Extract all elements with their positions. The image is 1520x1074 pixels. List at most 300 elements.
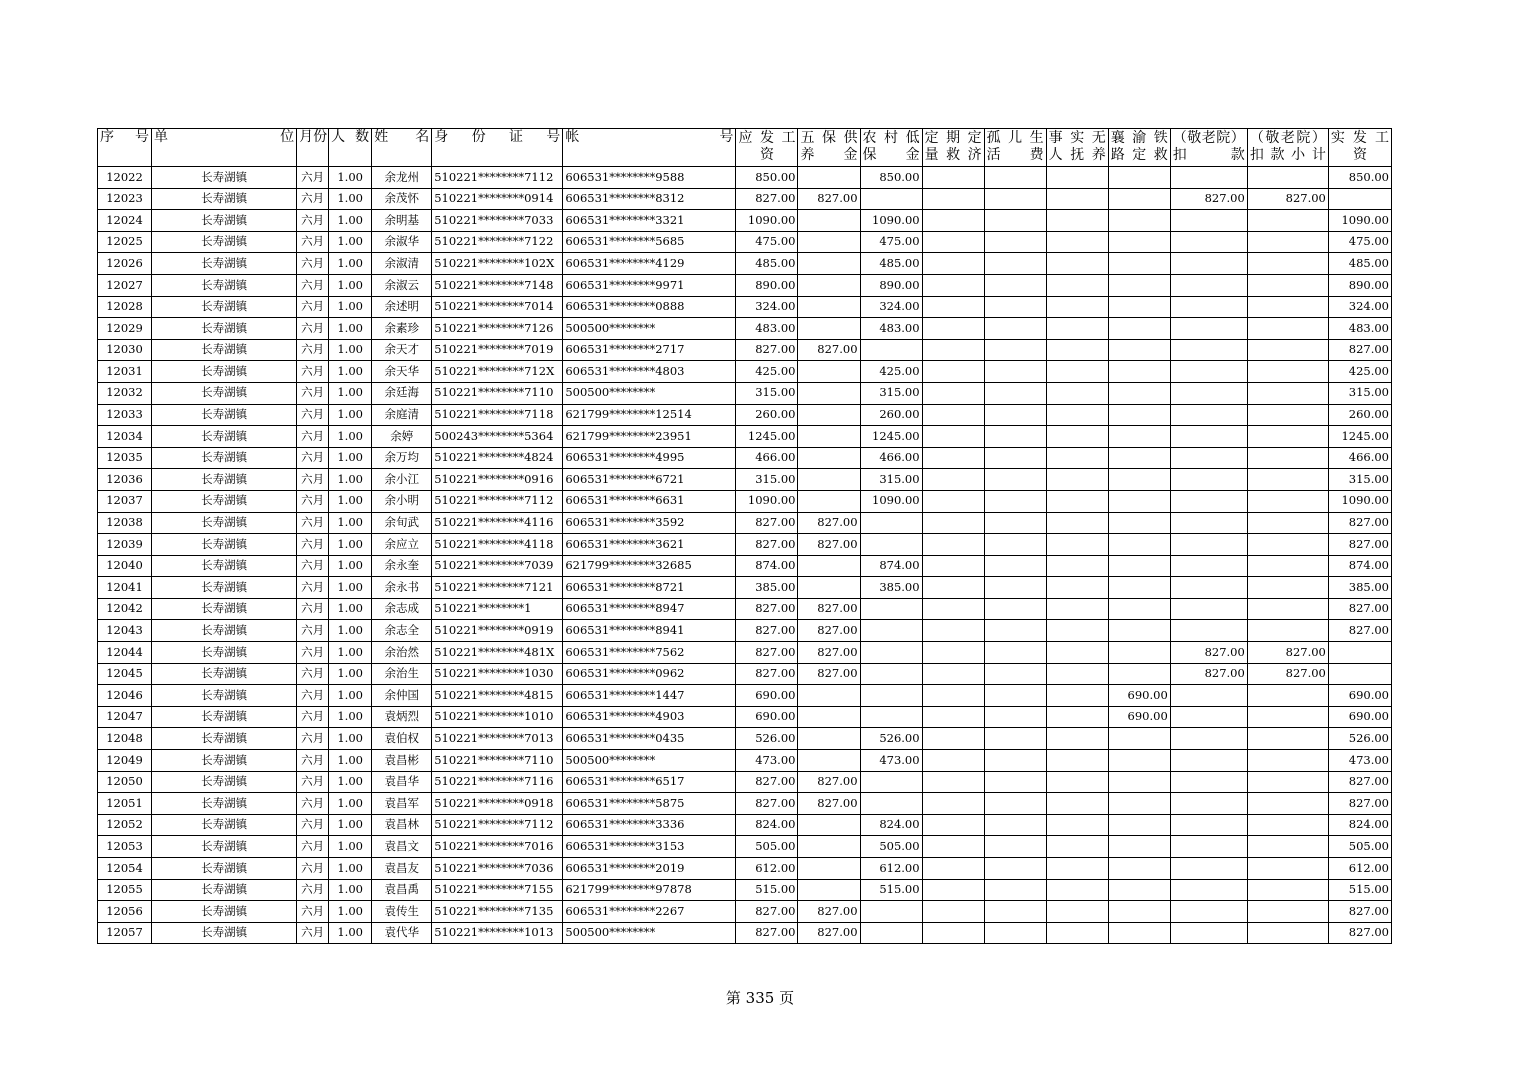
cell-dibao [860, 793, 922, 815]
cell-xiangyu [1108, 361, 1170, 383]
cell-wage-due: 827.00 [736, 512, 798, 534]
cell-jly-deduct [1170, 555, 1247, 577]
col-seq: 序 号 [98, 129, 152, 167]
cell-unit: 长寿湖镇 [152, 382, 297, 404]
table-row [98, 728, 1392, 750]
col-idcard: 身 份 证 号 [432, 129, 563, 167]
cell-name: 余淑云 [372, 274, 432, 296]
cell-seq: 12029 [98, 318, 152, 340]
cell-xiangyu [1108, 210, 1170, 232]
cell-jly-deduct [1170, 318, 1247, 340]
cell-wage-due: 466.00 [736, 447, 798, 469]
cell-guer [984, 339, 1046, 361]
cell-account: 606531********5685 [563, 231, 736, 253]
cell-dibao: 1090.00 [860, 490, 922, 512]
cell-unit: 长寿湖镇 [152, 447, 297, 469]
cell-jly-subtotal [1247, 426, 1328, 448]
cell-account: 606531********3621 [563, 534, 736, 556]
cell-wage-due: 874.00 [736, 555, 798, 577]
cell-account: 606531********2019 [563, 858, 736, 880]
table-row [98, 836, 1392, 858]
cell-month: 六月 [297, 858, 329, 880]
table-row [98, 167, 1392, 189]
cell-wage-due: 1090.00 [736, 210, 798, 232]
cell-people: 1.00 [329, 534, 372, 556]
table-row [98, 922, 1392, 944]
col-wage-due: 应发工 资 [736, 129, 798, 167]
cell-guer [984, 858, 1046, 880]
cell-jly-deduct [1170, 728, 1247, 750]
cell-shishi [1046, 879, 1108, 901]
cell-unit: 长寿湖镇 [152, 210, 297, 232]
cell-seq: 12034 [98, 426, 152, 448]
cell-wubao: 827.00 [798, 793, 860, 815]
cell-idcard: 510221********102X [432, 253, 563, 275]
table-row [98, 296, 1392, 318]
cell-unit: 长寿湖镇 [152, 167, 297, 189]
cell-dibao [860, 706, 922, 728]
cell-name: 余廷海 [372, 382, 432, 404]
cell-wage-paid: 827.00 [1328, 534, 1391, 556]
cell-account: 606531********4803 [563, 361, 736, 383]
cell-seq: 12053 [98, 836, 152, 858]
cell-wubao: 827.00 [798, 922, 860, 944]
cell-dingliang [922, 426, 984, 448]
cell-jly-deduct [1170, 814, 1247, 836]
cell-dibao: 526.00 [860, 728, 922, 750]
cell-people: 1.00 [329, 771, 372, 793]
cell-dingliang [922, 728, 984, 750]
cell-jly-subtotal: 827.00 [1247, 642, 1328, 664]
cell-month: 六月 [297, 771, 329, 793]
cell-guer [984, 253, 1046, 275]
cell-dibao [860, 339, 922, 361]
cell-jly-deduct [1170, 706, 1247, 728]
cell-dibao: 1245.00 [860, 426, 922, 448]
cell-wage-paid: 827.00 [1328, 901, 1391, 923]
cell-month: 六月 [297, 167, 329, 189]
cell-jly-subtotal [1247, 534, 1328, 556]
cell-dingliang [922, 922, 984, 944]
col-jly-deduct: （敬老院） 扣款 [1170, 129, 1247, 167]
cell-name: 余仲国 [372, 685, 432, 707]
cell-shishi [1046, 339, 1108, 361]
cell-guer [984, 361, 1046, 383]
cell-shishi [1046, 555, 1108, 577]
cell-jly-deduct [1170, 231, 1247, 253]
cell-dibao [860, 598, 922, 620]
cell-dibao: 612.00 [860, 858, 922, 880]
cell-wage-due: 315.00 [736, 382, 798, 404]
cell-dingliang [922, 793, 984, 815]
cell-name: 袁传生 [372, 901, 432, 923]
cell-wubao [798, 382, 860, 404]
cell-wage-paid: 485.00 [1328, 253, 1391, 275]
cell-account: 621799********23951 [563, 426, 736, 448]
cell-wage-paid: 612.00 [1328, 858, 1391, 880]
cell-unit: 长寿湖镇 [152, 361, 297, 383]
cell-jly-subtotal [1247, 231, 1328, 253]
cell-unit: 长寿湖镇 [152, 620, 297, 642]
cell-idcard: 510221********1 [432, 598, 563, 620]
cell-month: 六月 [297, 728, 329, 750]
cell-idcard: 510221********7118 [432, 404, 563, 426]
cell-people: 1.00 [329, 879, 372, 901]
cell-guer [984, 685, 1046, 707]
cell-wage-paid: 827.00 [1328, 339, 1391, 361]
cell-seq: 12057 [98, 922, 152, 944]
cell-xiangyu [1108, 188, 1170, 210]
cell-unit: 长寿湖镇 [152, 404, 297, 426]
col-wage-paid: 实发工 资 [1328, 129, 1391, 167]
cell-name: 袁伯权 [372, 728, 432, 750]
cell-name: 袁昌林 [372, 814, 432, 836]
cell-shishi [1046, 296, 1108, 318]
cell-dibao [860, 620, 922, 642]
col-name: 姓 名 [372, 129, 432, 167]
cell-idcard: 510221********7013 [432, 728, 563, 750]
cell-seq: 12035 [98, 447, 152, 469]
cell-seq: 12052 [98, 814, 152, 836]
cell-people: 1.00 [329, 447, 372, 469]
cell-account: 621799********12514 [563, 404, 736, 426]
cell-seq: 12022 [98, 167, 152, 189]
table-row [98, 210, 1392, 232]
table-row [98, 685, 1392, 707]
cell-account: 606531********9971 [563, 274, 736, 296]
cell-dingliang [922, 858, 984, 880]
cell-wubao [798, 555, 860, 577]
cell-month: 六月 [297, 210, 329, 232]
cell-idcard: 510221********7016 [432, 836, 563, 858]
cell-seq: 12040 [98, 555, 152, 577]
cell-wage-paid: 324.00 [1328, 296, 1391, 318]
table-row [98, 879, 1392, 901]
cell-wubao [798, 728, 860, 750]
cell-guer [984, 318, 1046, 340]
cell-guer [984, 512, 1046, 534]
cell-dibao [860, 512, 922, 534]
cell-wage-paid: 850.00 [1328, 167, 1391, 189]
cell-account: 606531********3153 [563, 836, 736, 858]
cell-idcard: 510221********7033 [432, 210, 563, 232]
cell-jly-subtotal [1247, 922, 1328, 944]
cell-wubao [798, 879, 860, 901]
cell-guer [984, 490, 1046, 512]
cell-dibao [860, 663, 922, 685]
cell-wubao [798, 836, 860, 858]
table-row [98, 339, 1392, 361]
cell-seq: 12031 [98, 361, 152, 383]
cell-jly-deduct [1170, 404, 1247, 426]
cell-wage-paid: 385.00 [1328, 577, 1391, 599]
cell-month: 六月 [297, 642, 329, 664]
cell-seq: 12051 [98, 793, 152, 815]
cell-idcard: 510221********7110 [432, 750, 563, 772]
cell-seq: 12043 [98, 620, 152, 642]
cell-jly-deduct [1170, 274, 1247, 296]
cell-idcard: 510221********0918 [432, 793, 563, 815]
cell-account: 500500******** [563, 382, 736, 404]
cell-xiangyu [1108, 577, 1170, 599]
cell-idcard: 510221********7039 [432, 555, 563, 577]
table-row [98, 447, 1392, 469]
cell-shishi [1046, 404, 1108, 426]
cell-wage-paid: 824.00 [1328, 814, 1391, 836]
cell-people: 1.00 [329, 728, 372, 750]
cell-xiangyu [1108, 901, 1170, 923]
cell-dingliang [922, 620, 984, 642]
cell-unit: 长寿湖镇 [152, 858, 297, 880]
cell-unit: 长寿湖镇 [152, 274, 297, 296]
cell-jly-deduct [1170, 296, 1247, 318]
cell-wage-paid: 315.00 [1328, 469, 1391, 491]
cell-unit: 长寿湖镇 [152, 814, 297, 836]
table-row [98, 642, 1392, 664]
cell-account: 606531********6721 [563, 469, 736, 491]
cell-wubao [798, 426, 860, 448]
cell-people: 1.00 [329, 642, 372, 664]
cell-xiangyu [1108, 814, 1170, 836]
cell-account: 606531********3336 [563, 814, 736, 836]
cell-dingliang [922, 167, 984, 189]
cell-jly-subtotal [1247, 771, 1328, 793]
cell-unit: 长寿湖镇 [152, 188, 297, 210]
cell-people: 1.00 [329, 361, 372, 383]
cell-account: 606531********8941 [563, 620, 736, 642]
cell-idcard: 510221********7110 [432, 382, 563, 404]
cell-wage-due: 690.00 [736, 685, 798, 707]
cell-wage-due: 515.00 [736, 879, 798, 901]
table-row [98, 426, 1392, 448]
cell-account: 606531********9588 [563, 167, 736, 189]
cell-wubao [798, 447, 860, 469]
cell-dibao: 473.00 [860, 750, 922, 772]
cell-guer [984, 447, 1046, 469]
cell-jly-subtotal: 827.00 [1247, 663, 1328, 685]
cell-unit: 长寿湖镇 [152, 836, 297, 858]
cell-dingliang [922, 642, 984, 664]
cell-month: 六月 [297, 620, 329, 642]
cell-wage-due: 827.00 [736, 793, 798, 815]
cell-shishi [1046, 598, 1108, 620]
cell-unit: 长寿湖镇 [152, 750, 297, 772]
cell-month: 六月 [297, 793, 329, 815]
cell-xiangyu [1108, 922, 1170, 944]
cell-dibao: 475.00 [860, 231, 922, 253]
cell-xiangyu [1108, 620, 1170, 642]
cell-wage-due: 827.00 [736, 771, 798, 793]
cell-account: 606531********4995 [563, 447, 736, 469]
col-people: 人 数 [329, 129, 372, 167]
cell-dingliang [922, 750, 984, 772]
cell-jly-deduct [1170, 253, 1247, 275]
cell-idcard: 510221********7116 [432, 771, 563, 793]
cell-jly-subtotal: 827.00 [1247, 188, 1328, 210]
cell-name: 余庭清 [372, 404, 432, 426]
col-guer: 孤儿生 活费 [984, 129, 1046, 167]
cell-dingliang [922, 555, 984, 577]
cell-seq: 12027 [98, 274, 152, 296]
col-month: 月份 [297, 129, 329, 167]
cell-wubao: 827.00 [798, 771, 860, 793]
cell-shishi [1046, 642, 1108, 664]
cell-unit: 长寿湖镇 [152, 922, 297, 944]
cell-dingliang [922, 685, 984, 707]
cell-wage-due: 505.00 [736, 836, 798, 858]
cell-unit: 长寿湖镇 [152, 793, 297, 815]
cell-wage-due: 485.00 [736, 253, 798, 275]
cell-jly-subtotal [1247, 469, 1328, 491]
cell-jly-subtotal [1247, 210, 1328, 232]
cell-account: 606531********2717 [563, 339, 736, 361]
table-row [98, 512, 1392, 534]
cell-shishi [1046, 361, 1108, 383]
col-dibao: 农村低 保金 [860, 129, 922, 167]
cell-xiangyu [1108, 469, 1170, 491]
cell-jly-subtotal [1247, 512, 1328, 534]
cell-name: 袁昌友 [372, 858, 432, 880]
cell-name: 余志全 [372, 620, 432, 642]
cell-people: 1.00 [329, 296, 372, 318]
col-xiangyu: 襄渝铁 路定救 [1108, 129, 1170, 167]
cell-wage-paid: 827.00 [1328, 771, 1391, 793]
cell-jly-deduct [1170, 447, 1247, 469]
cell-seq: 12036 [98, 469, 152, 491]
cell-wage-paid: 1090.00 [1328, 210, 1391, 232]
cell-people: 1.00 [329, 318, 372, 340]
cell-shishi [1046, 706, 1108, 728]
cell-dingliang [922, 447, 984, 469]
cell-people: 1.00 [329, 750, 372, 772]
col-dingliang: 定期定 量救济 [922, 129, 984, 167]
cell-people: 1.00 [329, 793, 372, 815]
cell-guer [984, 901, 1046, 923]
cell-guer [984, 274, 1046, 296]
table-row [98, 750, 1392, 772]
cell-guer [984, 534, 1046, 556]
cell-guer [984, 210, 1046, 232]
cell-name: 余永书 [372, 577, 432, 599]
cell-jly-deduct [1170, 534, 1247, 556]
cell-wage-due: 1090.00 [736, 490, 798, 512]
cell-dibao: 385.00 [860, 577, 922, 599]
cell-unit: 长寿湖镇 [152, 577, 297, 599]
cell-unit: 长寿湖镇 [152, 771, 297, 793]
cell-guer [984, 620, 1046, 642]
cell-dibao: 824.00 [860, 814, 922, 836]
cell-shishi [1046, 318, 1108, 340]
cell-jly-subtotal [1247, 447, 1328, 469]
cell-people: 1.00 [329, 404, 372, 426]
cell-wage-paid: 473.00 [1328, 750, 1391, 772]
cell-wage-paid: 874.00 [1328, 555, 1391, 577]
cell-guer [984, 663, 1046, 685]
cell-jly-subtotal [1247, 577, 1328, 599]
cell-jly-subtotal [1247, 318, 1328, 340]
cell-account: 606531********5875 [563, 793, 736, 815]
cell-jly-subtotal [1247, 706, 1328, 728]
cell-shishi [1046, 750, 1108, 772]
cell-people: 1.00 [329, 620, 372, 642]
cell-name: 余素珍 [372, 318, 432, 340]
cell-people: 1.00 [329, 167, 372, 189]
col-jly-subtotal: （敬老院） 扣款小计 [1247, 129, 1328, 167]
cell-guer [984, 296, 1046, 318]
cell-shishi [1046, 534, 1108, 556]
cell-jly-subtotal [1247, 620, 1328, 642]
cell-guer [984, 642, 1046, 664]
cell-wage-paid: 827.00 [1328, 512, 1391, 534]
cell-wage-paid: 425.00 [1328, 361, 1391, 383]
cell-seq: 12030 [98, 339, 152, 361]
cell-jly-deduct [1170, 490, 1247, 512]
cell-unit: 长寿湖镇 [152, 318, 297, 340]
cell-unit: 长寿湖镇 [152, 490, 297, 512]
cell-jly-deduct [1170, 598, 1247, 620]
cell-xiangyu [1108, 490, 1170, 512]
cell-dingliang [922, 231, 984, 253]
cell-unit: 长寿湖镇 [152, 879, 297, 901]
cell-account: 606531********0888 [563, 296, 736, 318]
cell-jly-deduct [1170, 210, 1247, 232]
cell-people: 1.00 [329, 426, 372, 448]
cell-dingliang [922, 901, 984, 923]
cell-dibao: 315.00 [860, 382, 922, 404]
cell-wubao [798, 814, 860, 836]
cell-wage-paid [1328, 188, 1391, 210]
cell-jly-deduct [1170, 426, 1247, 448]
cell-guer [984, 167, 1046, 189]
table-row [98, 318, 1392, 340]
cell-wage-due: 827.00 [736, 188, 798, 210]
cell-xiangyu [1108, 296, 1170, 318]
cell-seq: 12045 [98, 663, 152, 685]
cell-dingliang [922, 534, 984, 556]
cell-shishi [1046, 490, 1108, 512]
cell-xiangyu [1108, 318, 1170, 340]
cell-idcard: 510221********712X [432, 361, 563, 383]
cell-month: 六月 [297, 361, 329, 383]
cell-unit: 长寿湖镇 [152, 339, 297, 361]
cell-jly-subtotal [1247, 274, 1328, 296]
cell-shishi [1046, 922, 1108, 944]
cell-account: 606531********3321 [563, 210, 736, 232]
cell-unit: 长寿湖镇 [152, 706, 297, 728]
cell-seq: 12032 [98, 382, 152, 404]
cell-seq: 12038 [98, 512, 152, 534]
table-row [98, 620, 1392, 642]
cell-people: 1.00 [329, 577, 372, 599]
cell-month: 六月 [297, 512, 329, 534]
cell-wage-due: 850.00 [736, 167, 798, 189]
cell-wubao: 827.00 [798, 663, 860, 685]
col-shishi: 事实无 人抚养 [1046, 129, 1108, 167]
cell-wage-due: 827.00 [736, 620, 798, 642]
cell-jly-subtotal [1247, 814, 1328, 836]
table-row [98, 382, 1392, 404]
cell-dibao: 890.00 [860, 274, 922, 296]
cell-jly-subtotal [1247, 858, 1328, 880]
cell-month: 六月 [297, 339, 329, 361]
cell-dibao [860, 685, 922, 707]
cell-shishi [1046, 620, 1108, 642]
cell-month: 六月 [297, 922, 329, 944]
cell-unit: 长寿湖镇 [152, 469, 297, 491]
cell-guer [984, 404, 1046, 426]
cell-wubao [798, 858, 860, 880]
cell-shishi [1046, 188, 1108, 210]
